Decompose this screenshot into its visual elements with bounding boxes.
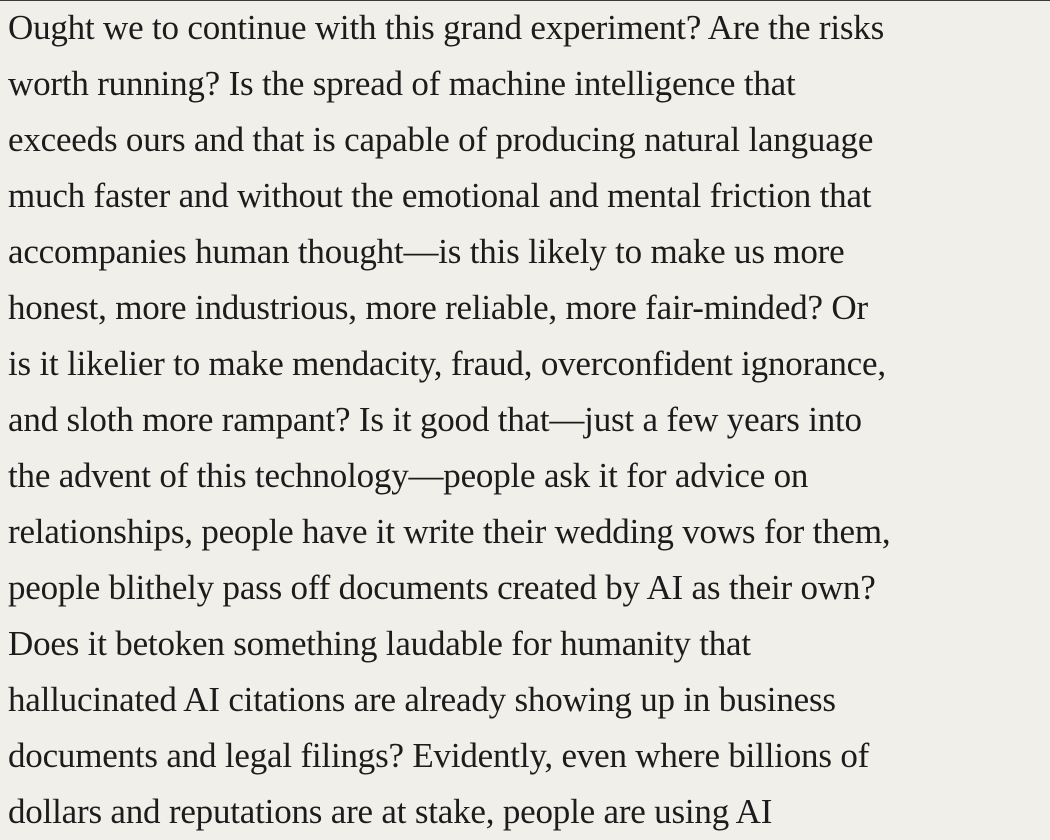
essay-paragraph <box>8 0 1048 840</box>
paragraph-line: much faster and without the emotional and mental friction that <box>8 176 872 215</box>
paragraph-line: is it likelier to make mendacity, fraud, overconfident ignorance, <box>8 344 886 383</box>
paragraph-line: relationships, people have it write their wedding vows for them, <box>8 512 891 551</box>
paragraph-line: hallucinated AI citations are already showing up in business <box>8 680 836 719</box>
paragraph-line: documents and legal filings? Evidently, even where billions of <box>8 736 870 775</box>
paragraph-line: dollars and reputations are at stake, people are using AI <box>8 792 773 831</box>
paragraph-line: Does it betoken something laudable for humanity that <box>8 624 751 663</box>
paragraph-line: honest, more industrious, more reliable, more fair-minded? Or <box>8 288 868 327</box>
paragraph-line: the advent of this technology—people ask it for advice on <box>8 456 809 495</box>
paragraph-line: Ought we to continue with this grand experiment? Are the risks <box>8 8 885 47</box>
paragraph-line: accompanies human thought—is this likely to make us more <box>8 232 845 271</box>
paragraph-line: worth running? Is the spread of machine intelligence that <box>8 64 796 103</box>
paragraph-line: and sloth more rampant? Is it good that—just a few years into <box>8 400 862 439</box>
paragraph-line: exceeds ours and that is capable of producing natural language <box>8 120 874 159</box>
paragraph-line: people blithely pass off documents created by AI as their own? <box>8 568 876 607</box>
